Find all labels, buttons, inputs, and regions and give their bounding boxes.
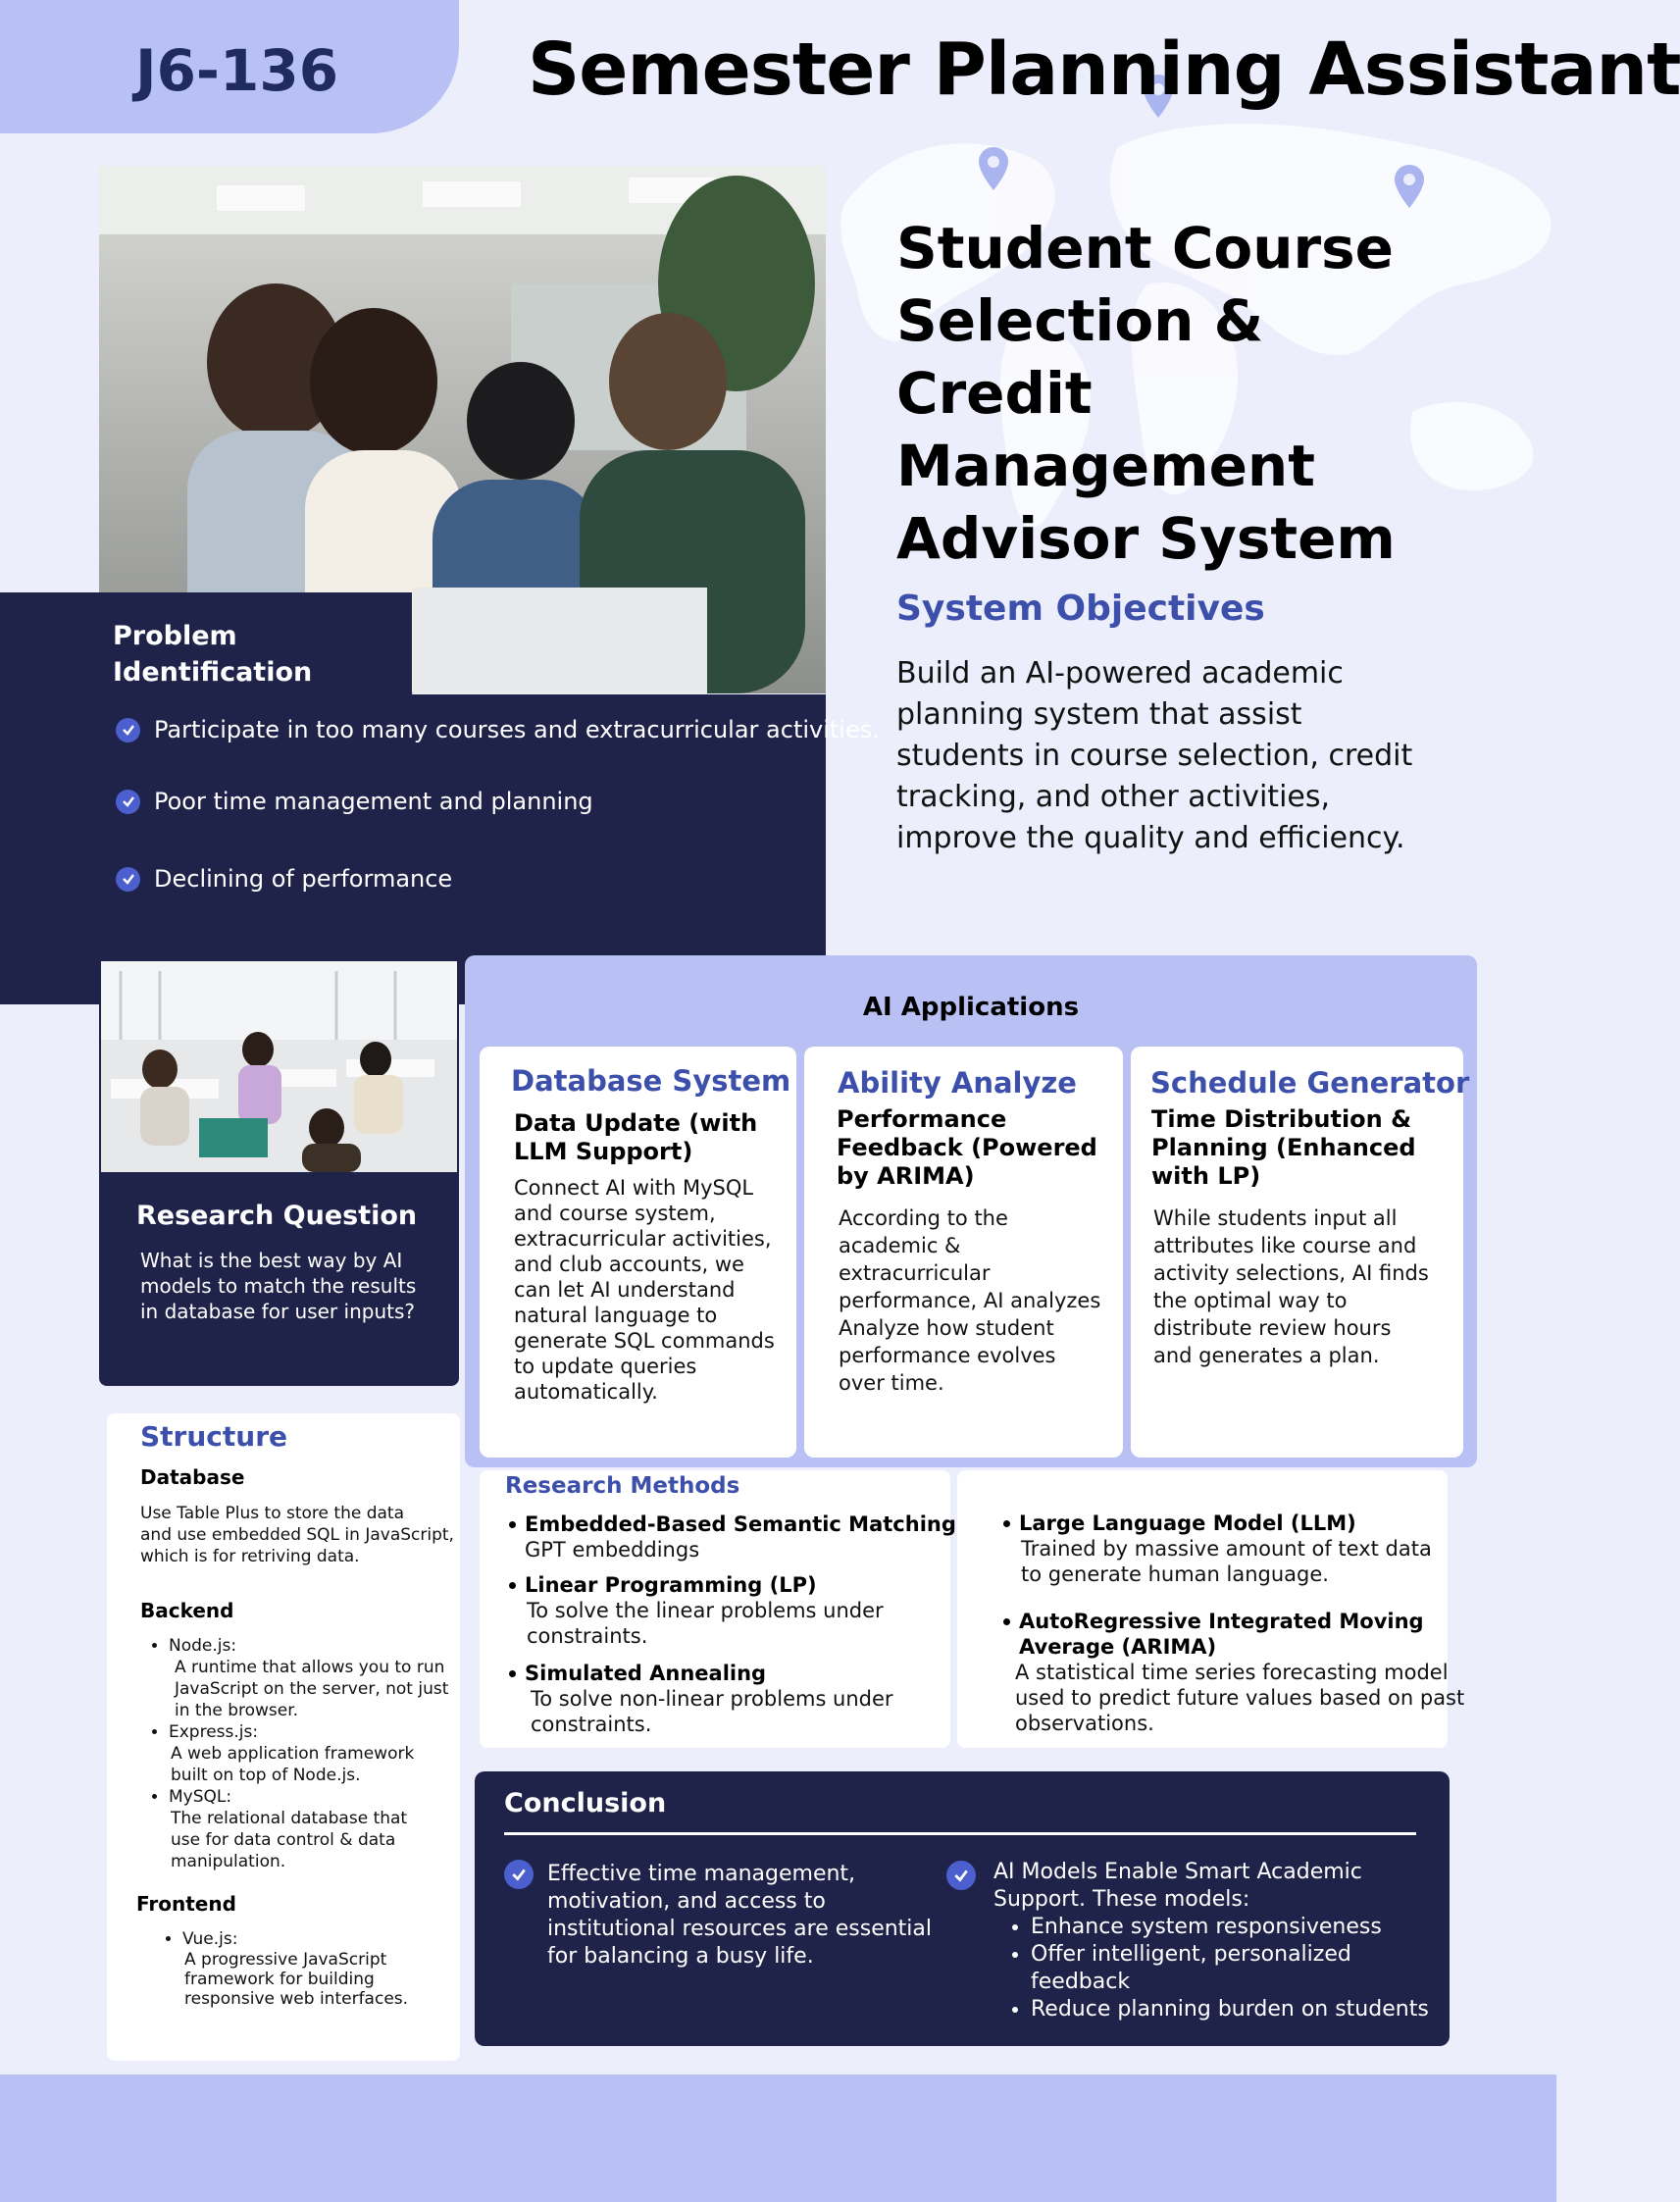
method-name: Simulated Annealing <box>525 1662 767 1685</box>
tech-name: Express.js: <box>169 1722 259 1742</box>
database-line: which is for retriving data. <box>140 1547 360 1566</box>
card-body-line: extracurricular <box>839 1261 991 1285</box>
database-heading: Database <box>140 1465 245 1489</box>
card-body-line: While students input all <box>1153 1206 1398 1230</box>
conclusion-line: motivation, and access to <box>547 1889 826 1914</box>
backend-heading: Backend <box>140 1599 234 1622</box>
ai-card-database <box>480 1047 796 1458</box>
card-subheading-line: Data Update (with <box>514 1109 758 1137</box>
method-description-line: To solve the linear problems under <box>527 1599 884 1622</box>
problem-heading-line: Identification <box>113 657 313 688</box>
tech-description <box>169 1808 455 1872</box>
method-item <box>1019 1511 1432 1587</box>
ai-card-ability-analyze <box>804 1047 1123 1458</box>
card-subheading-line: by ARIMA) <box>837 1162 975 1190</box>
conclusion-line: Support. These models: <box>993 1887 1250 1912</box>
method-item <box>525 1511 956 1562</box>
method-description <box>525 1686 893 1737</box>
subtitle-line: Advisor System <box>896 505 1396 572</box>
database-text <box>140 1503 454 1567</box>
check-icon <box>504 1860 534 1889</box>
structure-heading: Structure <box>140 1420 288 1453</box>
check-icon <box>116 790 140 814</box>
classroom-photo <box>101 961 457 1172</box>
tech-description-line: responsive web interfaces. <box>184 1989 409 2009</box>
ai-applications-heading: AI Applications <box>862 993 1080 1022</box>
card-body-line: performance evolves <box>839 1344 1056 1367</box>
problem-heading-line: Problem <box>113 621 237 651</box>
card-body-line: academic & <box>839 1234 961 1257</box>
rq-line: in database for user inputs? <box>140 1300 415 1323</box>
list-item <box>169 1786 455 1872</box>
backend-list <box>151 1635 455 1872</box>
database-line: and use embedded SQL in JavaScript, <box>140 1525 454 1545</box>
list-item <box>169 1635 455 1721</box>
research-question-heading: Research Question <box>136 1201 418 1231</box>
tech-description-line: A progressive JavaScript <box>184 1950 387 1970</box>
card-subheading-line: LLM Support) <box>514 1138 693 1165</box>
card-body-line: According to the <box>839 1206 1008 1230</box>
method-item <box>1015 1609 1465 1736</box>
method-description-line: used to predict future values based on past <box>1015 1686 1465 1710</box>
problem-heading <box>113 618 368 691</box>
research-question-text <box>140 1248 434 1324</box>
card-subheading <box>1151 1105 1416 1191</box>
method-description: GPT embeddings <box>525 1538 700 1562</box>
objectives-line: students in course selection, credit <box>896 739 1413 773</box>
tech-description-line: framework for building <box>184 1970 375 1989</box>
method-description-line: to generate human language. <box>1021 1562 1329 1586</box>
method-name: Large Language Model (LLM) <box>1019 1511 1356 1535</box>
card-body-line: the optimal way to <box>1153 1289 1348 1312</box>
tech-description-line: JavaScript on the server, not just <box>175 1679 449 1699</box>
rq-line: What is the best way by AI <box>140 1249 403 1272</box>
card-body-line: performance, AI analyzes <box>839 1289 1101 1312</box>
card-subheading <box>514 1109 757 1166</box>
tech-description-line: built on top of Node.js. <box>171 1766 361 1785</box>
list-item <box>116 865 452 893</box>
problem-item-text: Participate in too many courses and extracurricular activities. <box>154 716 880 743</box>
objectives-line: tracking, and other activities, <box>896 780 1331 814</box>
objectives-heading: System Objectives <box>896 589 1265 629</box>
method-description-line: Trained by massive amount of text data <box>1021 1537 1432 1561</box>
card-heading: Database System <box>511 1064 791 1098</box>
method-item <box>525 1572 884 1649</box>
tech-description-line: The relational database that <box>171 1809 408 1828</box>
list-item: • Enhance system responsiveness <box>1031 1914 1456 1941</box>
objectives-line: Build an AI-powered academic <box>896 656 1344 691</box>
card-body <box>1153 1204 1429 1369</box>
objectives-line: improve the quality and efficiency. <box>896 821 1405 855</box>
card-subheading-line: Planning (Enhanced <box>1151 1134 1416 1161</box>
objectives-line: planning system that assist <box>896 697 1302 732</box>
subtitle-line: Student Course <box>896 215 1395 282</box>
card-body-line: and club accounts, we <box>514 1253 744 1276</box>
check-icon <box>946 1861 976 1890</box>
objectives-text <box>896 653 1446 859</box>
map-pin-icon <box>1393 163 1426 210</box>
method-description-line: constraints. <box>531 1713 652 1736</box>
conclusion-line: institutional resources are essential <box>547 1917 933 1941</box>
method-name: Linear Programming (LP) <box>525 1573 817 1597</box>
conclusion-line: AI Models Enable Smart Academic <box>993 1860 1362 1884</box>
frontend-list <box>165 1928 449 2009</box>
method-description <box>525 1598 884 1649</box>
subtitle-line: Credit Management <box>896 360 1315 499</box>
card-body-line: and generates a plan. <box>1153 1344 1380 1367</box>
problem-item-text: Declining of performance <box>154 865 453 893</box>
card-body-line: extracurricular activities, <box>514 1227 772 1251</box>
frontend-heading: Frontend <box>136 1892 236 1916</box>
check-icon <box>116 867 140 892</box>
card-body-line: can let AI understand <box>514 1278 736 1302</box>
research-methods-heading: Research Methods <box>505 1473 740 1499</box>
list-item: • Reduce planning burden on students <box>1031 1996 1456 2023</box>
card-body-line: over time. <box>839 1371 944 1395</box>
card-body-line: to update queries <box>514 1355 697 1378</box>
card-subheading <box>837 1105 1097 1191</box>
list-item <box>169 1721 455 1786</box>
poster-id: J6-136 <box>135 37 339 104</box>
ai-card-schedule-generator <box>1131 1047 1470 1458</box>
method-name-line: AutoRegressive Integrated Moving <box>1019 1610 1424 1633</box>
map-pin-icon <box>977 145 1010 192</box>
card-body-line: natural language to <box>514 1304 718 1327</box>
conclusion-heading: Conclusion <box>504 1788 667 1818</box>
tech-description-line: A web application framework <box>171 1744 415 1764</box>
card-body-line: Connect AI with MySQL <box>514 1176 754 1200</box>
method-description <box>1015 1660 1464 1736</box>
check-icon <box>116 718 140 743</box>
method-description-line: To solve non-linear problems under <box>531 1687 893 1711</box>
card-body-line: activity selections, AI finds <box>1153 1261 1429 1285</box>
tech-name: Vue.js: <box>182 1929 238 1949</box>
conclusion-left-text <box>547 1861 940 1971</box>
conclusion-benefits-list <box>1005 1914 1456 2023</box>
list-item <box>182 1928 449 2009</box>
card-body-line: automatically. <box>514 1380 658 1404</box>
conclusion-right-text <box>993 1859 1445 1914</box>
method-description-line: constraints. <box>527 1624 648 1648</box>
list-item <box>116 716 880 743</box>
conclusion-divider <box>504 1832 1416 1835</box>
card-body-line: and course system, <box>514 1202 716 1225</box>
tech-description <box>169 1657 455 1721</box>
database-line: Use Table Plus to store the data <box>140 1504 405 1523</box>
footer-band <box>0 2074 1556 2202</box>
method-description-line: observations. <box>1015 1712 1154 1735</box>
tech-description-line: use for data control & data <box>171 1830 396 1850</box>
card-body-line: attributes like course and <box>1153 1234 1417 1257</box>
list-item <box>116 788 593 815</box>
card-subheading-line: Performance <box>837 1105 1007 1133</box>
card-subheading-line: Time Distribution & <box>1151 1105 1412 1133</box>
method-description <box>1019 1536 1432 1587</box>
card-heading: Schedule Generator <box>1150 1066 1470 1100</box>
method-name-line: Average (ARIMA) <box>1019 1635 1217 1659</box>
method-item <box>525 1661 893 1737</box>
conclusion-line: for balancing a busy life. <box>547 1944 814 1969</box>
tech-description-line: A runtime that allows you to run <box>175 1658 445 1677</box>
card-body-line: distribute review hours <box>1153 1316 1392 1340</box>
card-heading: Ability Analyze <box>838 1066 1077 1100</box>
tech-name: Node.js: <box>169 1636 237 1656</box>
subtitle-line: Selection & <box>896 287 1264 354</box>
card-body-line: Analyze how student <box>839 1316 1054 1340</box>
tech-name: MySQL: <box>169 1787 232 1807</box>
method-description-line: A statistical time series forecasting model <box>1015 1661 1449 1684</box>
tech-description <box>182 1950 449 2009</box>
conclusion-line: Effective time management, <box>547 1862 856 1886</box>
card-subheading-line: Feedback (Powered <box>837 1134 1097 1161</box>
tech-description-line: in the browser. <box>175 1701 299 1720</box>
page-title: Semester Planning Assistant <box>528 27 1680 112</box>
card-subheading-line: with LP) <box>1151 1162 1261 1190</box>
card-body <box>514 1175 775 1405</box>
tech-description <box>169 1743 455 1786</box>
card-body <box>839 1204 1100 1397</box>
method-name: Embedded-Based Semantic Matching <box>525 1512 956 1536</box>
tech-description-line: manipulation. <box>171 1852 286 1871</box>
rq-line: models to match the results <box>140 1274 417 1298</box>
problem-item-text: Poor time management and planning <box>154 788 593 815</box>
card-body-line: generate SQL commands <box>514 1329 775 1353</box>
list-item: • Offer intelligent, personalized feedback <box>1031 1941 1456 1996</box>
poster-subtitle <box>896 212 1504 575</box>
